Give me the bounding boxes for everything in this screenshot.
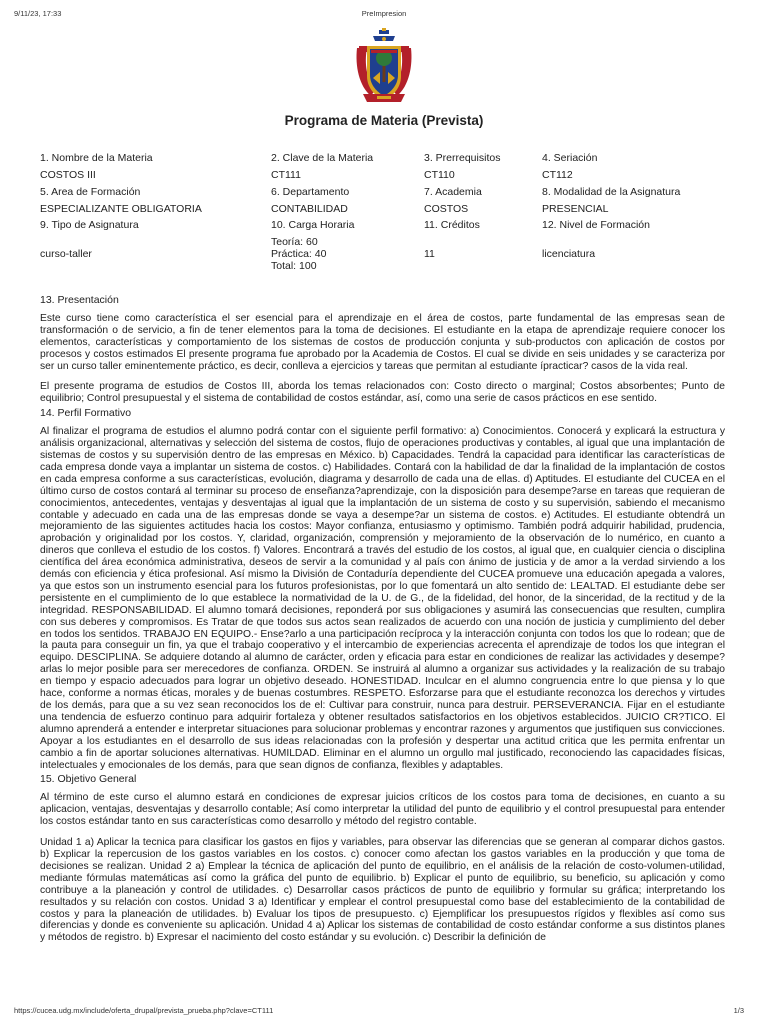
university-seal — [353, 28, 415, 106]
field-label-nivel: 12. Nivel de Formación — [542, 219, 650, 231]
field-value-nombre: COSTOS III — [40, 169, 96, 181]
field-value-clave: CT111 — [271, 169, 301, 181]
field-label-seriacion: 4. Seriación — [542, 152, 598, 164]
section-heading-presentacion: 13. Presentación — [40, 294, 119, 306]
print-header — [14, 9, 754, 21]
field-label-departamento: 6. Departamento — [271, 186, 350, 198]
field-label-carga: 10. Carga Horaria — [271, 219, 355, 231]
field-value-prerrequisitos: CT110 — [424, 169, 455, 181]
field-label-prerrequisitos: 3. Prerrequisitos — [424, 152, 501, 164]
page-title: Programa de Materia (Prevista) — [284, 113, 484, 128]
field-value-area: ESPECIALIZANTE OBLIGATORIA — [40, 203, 202, 215]
field-value-seriacion: CT112 — [542, 169, 573, 181]
perfil-paragraph-1: Al finalizar el programa de estudios el alumno podrá contar con el siguiente perfil formativo: a) Conocimientos. Conocerá y explicará la estructura y análisis organizacional, alternativas y selección del sistema de costos, flujo de operaciones productivas y contables, al igual que una implantación de sistemas de costos y su supervisión dentro de las empresas en México. b) Capacidades. Tendrá la capacidad para identificar las características de cada empresa donde vaya a implantar un sistema de costos. c) Habilidades. Contará con la habilidad de dar la finalidad de la implantación de costos en cada empresa conforme a sus características, evolución, diagrama y desarrollo de cada una de ellas. d) Aptitudes. El estudiante del CUCEA en el último curso de costos contará al terminar su proceso de enseñanza?aprendizaje, con la disposición para desempe?arse en tareas que requieran de conocimientos, antecedentes, ventajas y desventajas al igual que la implantación de un sistema de costo y su supervisión, sabiendo el mecanismo contable y adecuado en cada una de las empresas donde se vaya a desempe?ar un sistema de costos. e) Actitudes. El estudiante obtendrá un mejoramiento de las siguientes actitudes hacia los costos: Mayor confianza, entusiasmo y optimismo. También podrá adquirir habilidad, prudencia, aprobación y originalidad por los costos. Y, claridad, organización, comprensión y mejoramiento de la observación de lo numérico, en cuanto a dineros que conlleva el estudio de los costos. f) Valores. Encontrará a través del estudio de los costos, al igual que, en cualquier ciencia o disciplina científica del área económica administrativa, deseos de servir a la comunidad y al país con ánimo de justicia y de amor a la verdad sirviendo a los demás con eficiencia y ética profesional. Así mismo la División de Contaduría dependiente del CUCEA promueve una educación apegada a valores, ya que estos son un instrumento esencial para los futuros profesionistas, por lo que fomentará un alto sentido de: LEALTAD. El estudiante debe ser persistente en el cumplimiento de lo que establece la normatividad de la U. de G., de la fidelidad, del honor, de la sinceridad, de la rectitud y de la integridad. RESPONSABILIDAD. El alumno tomará decisiones, reponderá por sus obligaciones y asumirá las consecuencias que resulten, cumplira con sus deberes y compromisos. Es Tratar de que todos sus actos sean realizados de acuerdo con una noción de justicia y cumplimiento del deber en todos los sentidos. TRABAJO EN EQUIPO.- Ense?arlo a una participación recíproca y la interacción conjunta con todos los que lo rodean; que de la pauta para conseguir un fin, ya que el trabajo cooperativo y el intercambio de experiencias acrecenta el aprendizaje de todos los que integran el equipo. DESCIPLINA. Se adquiere dotando al alumno de carácter, orden y eficacia para estar en condiciones de realizar las actividades y desempe?arlas lo mejor posible para ser merecedores de confianza. ORDEN. Se instruirá al alumno a organizar sus actividades y la realización de su trabajo en tiempo y espacio adecuados para lograr un objetivo deseado. HONESTIDAD. Inculcar en el alumno congruencia entre lo que piensa y lo que hace, conforme a normas éticas, morales y de buenas costumbres. RESPETO. Esforzarse para que el estudiante reconozca los derechos y virtudes de los demás, para que a su vez sean reconocidos los de el: Cultivar para construir, nunca para destruir. PERSEVERANCIA. Fijar en el estudiante una tendencia de esfuerzo continuo para adquirir fortaleza y obtener resultados satisfactorios en los objetivos establecidos. JUICIO CR?TICO. El alumno aprenderá a entender e interpretar situaciones para solucionar problemas y encontrar razones y argumentos que justifiquen sus convicciones. Apoyar a los estudiantes en el desarrollo de sus ideas relacionadas con la profesión y despertar una actitud critica que les permita enfrentar un cambio a fin de aportar soluciones alternativas. HUMILDAD. Eliminar en el alumno un orgullo mal justificado, reconociendo las capacidades físicas, intelectuales y emocionales de los demás, para que sean dignos de confianza, flexibles y adaptables. — [40, 426, 725, 771]
presentacion-paragraph-1: Este curso tiene como característica el ser esencial para el aprendizaje en el área de costos, parte fundamental de las empresas sean de transformación o de servicio, a fin de tener elementos para la toma de decisiones. El estudiante en la etapa de aprendizaje requiere conocer los elementos, características y comportamiento de los sistemas de costos de producción conjunta y sub-productos con aplicación de costos por procesos y costos estimados El presente programa fue aprobado por la Academia de Costos. El cual se divide en seis unidades y se caracteriza por ser un curso taller eminentemente práctico, es decir, conlleva a ejercicios y tareas que permitan al estudiante ípracticar? casos de la vida real. — [40, 312, 725, 372]
field-value-carga-total: Total: 100 — [271, 260, 317, 272]
print-title: PreImpresion — [361, 9, 407, 18]
page-number: 1/3 — [733, 1006, 744, 1015]
field-label-tipo: 9. Tipo de Asignatura — [40, 219, 139, 231]
print-datetime: 9/11/23, 17:33 — [14, 9, 62, 18]
field-value-departamento: CONTABILIDAD — [271, 203, 348, 215]
program-content — [40, 293, 725, 953]
field-value-modalidad: PRESENCIAL — [542, 203, 609, 215]
seal-icon — [353, 28, 415, 106]
section-heading-objetivo: 15. Objetivo General — [40, 773, 137, 786]
field-value-nivel: licenciatura — [542, 248, 596, 260]
print-footer — [14, 1006, 754, 1018]
field-value-creditos: 11 — [424, 248, 435, 260]
field-label-clave: 2. Clave de la Materia — [271, 152, 374, 164]
field-value-carga-practica: Práctica: 40 — [271, 248, 327, 260]
field-value-academia: COSTOS — [424, 203, 469, 215]
field-label-creditos: 11. Créditos — [424, 219, 480, 231]
field-label-modalidad: 8. Modalidad de la Asignatura — [542, 186, 681, 198]
page-url: https://cucea.udg.mx/include/oferta_drupal/prevista_prueba.php?clave=CT111 — [14, 1006, 274, 1015]
field-value-carga-teoria: Teoría: 60 — [271, 236, 318, 248]
field-value-tipo: curso-taller — [40, 248, 92, 260]
field-label-area: 5. Area de Formación — [40, 186, 141, 198]
presentacion-paragraph-2: El presente programa de estudios de Costos III, aborda los temas relacionados con: Costo directo o marginal; Costos absorbentes; Punto de equilibrio; Control presupuestal y el sistema de contabilidad de costos estándar, así, como una serie de casos prácticos en ese sentido. — [40, 381, 725, 405]
objetivo-paragraph-1: Al término de este curso el alumno estará en condiciones de expresar juicios críticos de los costos para toma de decisiones, en cuanto a su aplicacion, ventajas, desventajas y desarrollo contable; Así como interpretar la utilidad del punto de equilibrio y el control presupuestal para entender los costos estándar tanto en sus características como desarrollo y método del registro contable. — [40, 792, 725, 828]
field-label-academia: 7. Academia — [424, 186, 482, 198]
section-heading-perfil: 14. Perfil Formativo — [40, 407, 132, 420]
field-label-nombre: 1. Nombre de la Materia — [40, 152, 153, 164]
objetivo-paragraph-2: Unidad 1 a) Aplicar la tecnica para clasificar los gastos en fijos y variables, para observar las diferencias que se generan al comparar dichos gastos. b) Explicar la repercusion de los gastos variables en los costos. c) conocer como afectan los gastos variables en la producción y que toma de decisiones se realizan. Unidad 2 a) Emplear la técnica de aplicación del punto de equilibrio, en el análisis de la relación de costo-volumen-utilidad, mediante fórmulas matemáticas así como la gráfica del punto de equilibrio. b) Explicar el punto de equilibrio, su beneficio, su aplicación y como contribuye a la planeación y control de utilidades. c) Desarrollar casos prácticos de punto de equilibrio y formular su gráfica; interpretando los resultados y su relación con costos. Unidad 3 a) Identificar y emplear el control presupuestal como base del establecimiento de la contabilidad de costos y para la planeación de utilidades. b) Evaluar los tipos de presupuesto. c) Ejemplificar los presupuestos rígidos y flexibles así como sus diferencias y donde es conveniente su aplicación. Unidad 4 a) Aplicar los sistemas de contabilidad de costo estándar conforme a sus distintos planes y métodos de registro. b) Expresar el nacimiento del costo estándar y su evolución. c) Describir la definición de — [40, 837, 725, 944]
